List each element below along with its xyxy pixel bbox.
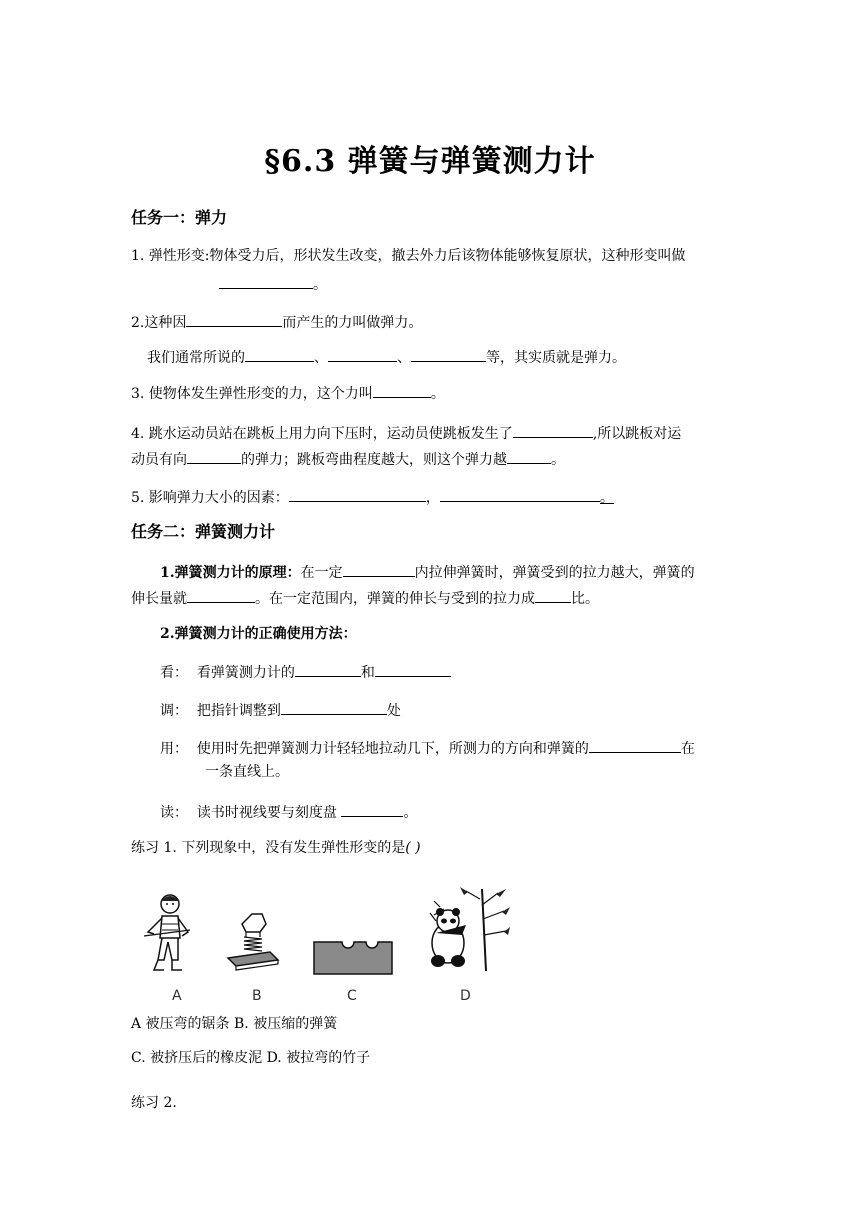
principle-label: 1.弹簧测力计的原理：: [160, 565, 301, 581]
q5-text: [131, 486, 614, 508]
q3-text: [131, 382, 445, 404]
q2-blank-1[interactable]: [245, 346, 314, 362]
figure-b-spring-illustration: [222, 910, 284, 972]
figure-caption-c: C: [347, 988, 357, 1004]
usage-adjust: [160, 699, 401, 721]
usage-read-blank[interactable]: [341, 801, 403, 817]
usage-use-text: 使用时先把弹簧测力计轻轻地拉动几下，所测力的方向和弹簧的: [196, 741, 589, 757]
usage-adjust-blank[interactable]: [281, 699, 387, 715]
principle-stem-d: 。在一定范围内，弹簧的伸长与受到的拉力成: [255, 591, 535, 607]
task1-heading: 任务一：弹力: [131, 208, 228, 227]
principle-blank-range[interactable]: [343, 561, 415, 577]
q3-blank[interactable]: [373, 382, 431, 398]
q5-end-mark: 。: [599, 490, 614, 506]
q3-end: 。: [430, 386, 445, 402]
exercise1-answer-paren[interactable]: ( ): [405, 840, 421, 856]
q2-blank-cause[interactable]: [186, 311, 282, 327]
q4-stem-c: 动员有向: [131, 452, 187, 468]
usage-use-blank[interactable]: [589, 737, 681, 753]
q4-blank-2[interactable]: [187, 448, 241, 464]
q1-end: 。: [313, 277, 327, 293]
q1-text: [131, 246, 686, 266]
q2-text: [131, 311, 422, 333]
q2-examples: [147, 346, 626, 368]
usage-look-key: 看：: [160, 665, 188, 681]
exercise2-stem: 练习 2.: [131, 1095, 177, 1111]
separator: ，: [425, 490, 440, 506]
q2-examples-end: 等，其实质就是弹力。: [486, 350, 626, 366]
principle-blank-elongation[interactable]: [187, 587, 255, 603]
usage-adjust-key: 调：: [160, 703, 188, 719]
q4-line2: [131, 448, 565, 470]
principle-stem-a: 在一定: [300, 565, 343, 581]
q2-examples-stem: 我们通常所说的: [147, 350, 245, 366]
separator: 、: [314, 350, 328, 366]
principle-line2: [131, 587, 599, 609]
q4-blank-1[interactable]: [513, 422, 593, 438]
usage-use: [160, 737, 695, 759]
q5-blank-2[interactable]: [440, 486, 600, 502]
figure-caption-a: A: [172, 988, 182, 1004]
usage-look-blank-2[interactable]: [375, 661, 451, 677]
usage-use-key: 用：: [160, 741, 188, 757]
exercise1-text: 练习 1. 下列现象中，没有发生弹性形变的是: [131, 840, 406, 856]
usage-use-cont: 一条直线上。: [205, 764, 289, 780]
page-title: §6.3 弹簧与弹簧测力计: [264, 144, 596, 179]
figure-caption-b: B: [252, 988, 262, 1004]
exercise1-options-row1: A 被压弯的锯条 B. 被压缩的弹簧: [131, 1016, 338, 1032]
q4-stem-b: ,所以跳板对运: [592, 426, 682, 442]
usage-look-and: 和: [360, 665, 375, 681]
separator: 、: [397, 350, 411, 366]
usage-look-text: 看弹簧测力计的: [196, 665, 295, 681]
task2-heading: 任务二：弹簧测力计: [131, 522, 276, 541]
q2-blank-2[interactable]: [328, 346, 397, 362]
q5-blank-1[interactable]: [289, 486, 426, 502]
usage-read: [160, 801, 417, 823]
usage-look: [160, 661, 451, 683]
exercise1-stem: [131, 838, 421, 858]
q4-line1: [131, 422, 681, 444]
usage-adjust-text: 把指针调整到: [196, 703, 281, 719]
usage-look-blank-1[interactable]: [295, 661, 361, 677]
exercise1-options-row2: C. 被挤压后的橡皮泥 D. 被拉弯的竹子: [131, 1050, 371, 1066]
q4-end: 。: [551, 452, 565, 468]
principle-stem-b: 内拉伸弹簧时，弹簧受到的拉力越大，弹簧的: [414, 565, 695, 581]
figure-a-child-illustration: [140, 890, 202, 980]
q1-stem: 1. 弹性形变:物体受力后，形状发生改变，撤去外力后该物体能够恢复原状，这种形变叫做: [131, 248, 686, 264]
usage-use-text-b: 在: [680, 741, 695, 757]
usage-heading: 2.弹簧测力计的正确使用方法：: [160, 626, 357, 642]
q5-stem: 5. 影响弹力大小的因素：: [131, 490, 289, 506]
figure-c-clay-block-illustration: [312, 938, 394, 978]
usage-read-text: 读书时视线要与刻度盘: [196, 805, 342, 821]
usage-read-end: 。: [403, 805, 418, 821]
q1-blank[interactable]: [219, 273, 313, 289]
figure-d-panda-bamboo-illustration: [426, 885, 510, 975]
q3-stem: 3. 使物体发生弹性形变的力，这个力叫: [131, 386, 373, 402]
principle-line1: [160, 561, 695, 583]
q2-stem-a: 2.这种因: [131, 315, 187, 331]
principle-end: 比。: [571, 591, 599, 607]
q2-blank-3[interactable]: [411, 346, 486, 362]
q2-stem-b: 而产生的力叫做弹力。: [282, 315, 423, 331]
principle-stem-c: 伸长量就: [131, 591, 187, 607]
figure-caption-d: D: [460, 988, 471, 1004]
principle-blank-ratio[interactable]: [535, 587, 571, 603]
q1-answer-line: [219, 273, 327, 295]
q4-stem-d: 的弹力；跳板弯曲程度越大，则这个弹力越: [241, 452, 507, 468]
q4-stem-a: 4. 跳水运动员站在跳板上用力向下压时，运动员使跳板发生了: [131, 426, 513, 442]
usage-read-key: 读：: [160, 805, 188, 821]
usage-adjust-end: 处: [386, 703, 401, 719]
q4-blank-3[interactable]: [507, 448, 551, 464]
